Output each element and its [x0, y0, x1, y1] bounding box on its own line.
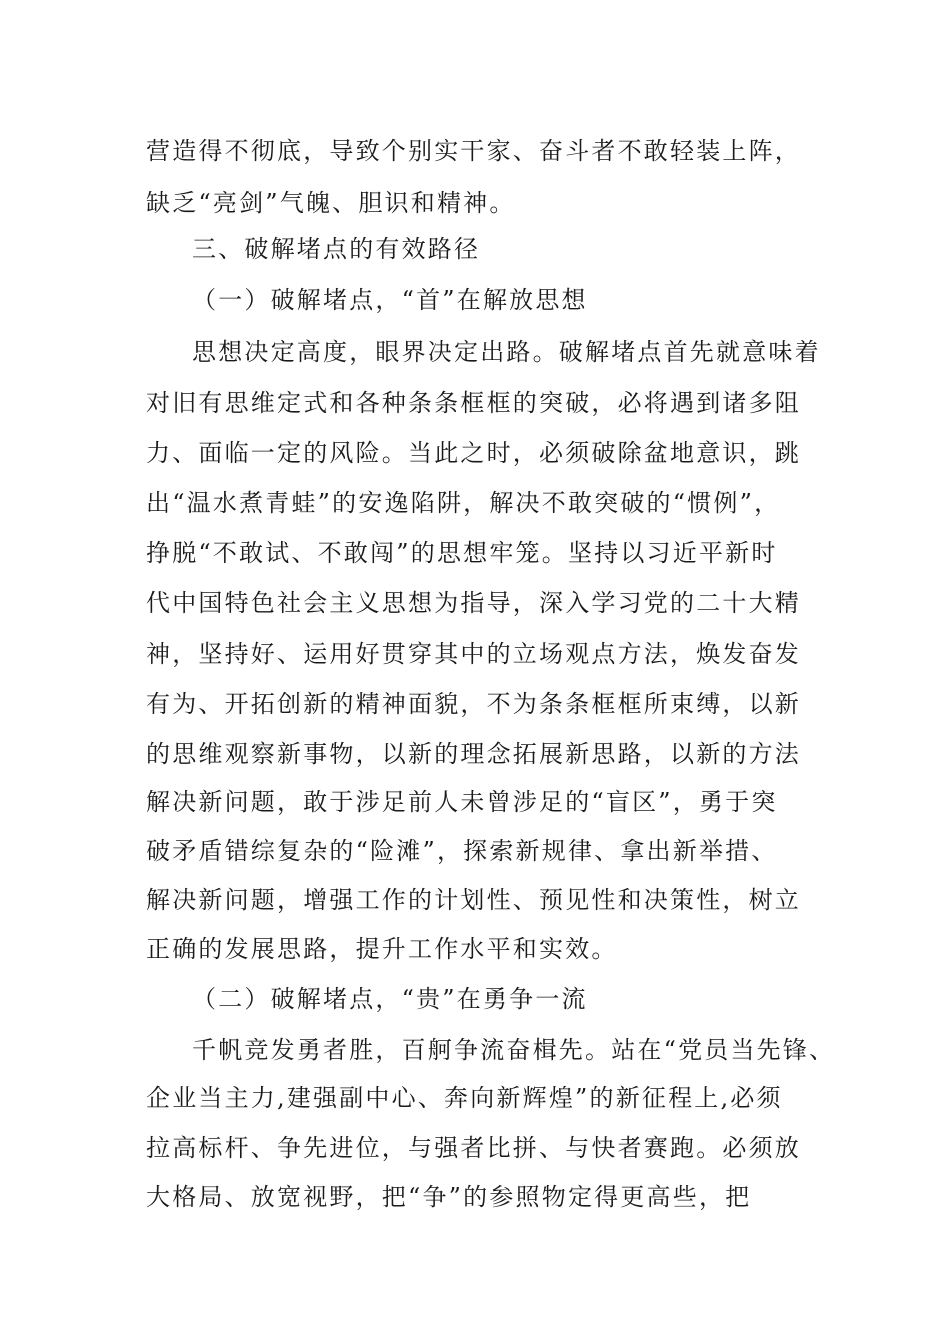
subsection-heading-2: （二）破解堵点，“贵”在勇争一流	[192, 985, 588, 1013]
paragraph-line: 正确的发展思路，提升工作水平和实效。	[146, 935, 618, 963]
paragraph-line: 有为、开拓创新的精神面貌，不为条条框框所束缚，以新	[146, 690, 801, 718]
paragraph-line: 企业当主力,建强副中心、奔向新辉煌”的新征程上,必须	[146, 1084, 783, 1112]
paragraph-line: 破矛盾错综复杂的“险滩”，探索新规律、拿出新举措、	[146, 837, 778, 865]
paragraph-line: 出“温水煮青蛙”的安逸陷阱，解决不敢突破的“惯例”，	[146, 489, 781, 517]
paragraph-line: 缺乏“亮剑”气魄、胆识和精神。	[146, 189, 516, 217]
paragraph-line: 千帆竞发勇者胜，百舸争流奋楫先。站在“党员当先锋、	[192, 1036, 836, 1064]
paragraph-line: 思想决定高度，眼界决定出路。破解堵点首先就意味着	[192, 338, 821, 366]
paragraph-line: 大格局、放宽视野，把“争”的参照物定得更高些，把	[146, 1183, 752, 1211]
paragraph-line: 的思维观察新事物，以新的理念拓展新思路，以新的方法	[146, 740, 801, 768]
section-heading: 三、破解堵点的有效路径	[192, 235, 481, 263]
paragraph-line: 营造得不彻底，导致个别实干家、奋斗者不敢轻装上阵，	[146, 137, 801, 165]
paragraph-line: 解决新问题，增强工作的计划性、预见性和决策性，树立	[146, 886, 801, 914]
paragraph-line: 力、面临一定的风险。当此之时，必须破除盆地意识，跳	[146, 439, 801, 467]
paragraph-line: 拉高标杆、争先进位，与强者比拼、与快者赛跑。必须放	[146, 1134, 801, 1162]
paragraph-line: 解决新问题，敢于涉足前人未曾涉足的“盲区”，勇于突	[146, 788, 778, 816]
paragraph-line: 挣脱“不敢试、不敢闯”的思想牢笼。坚持以习近平新时	[146, 539, 778, 567]
paragraph-line: 代中国特色社会主义思想为指导，深入学习党的二十大精	[146, 589, 801, 617]
subsection-heading-1: （一）破解堵点，“首”在解放思想	[192, 286, 588, 314]
paragraph-line: 对旧有思维定式和各种条条框框的突破，必将遇到诸多阻	[146, 389, 801, 417]
paragraph-line: 神，坚持好、运用好贯穿其中的立场观点方法，焕发奋发	[146, 640, 801, 668]
